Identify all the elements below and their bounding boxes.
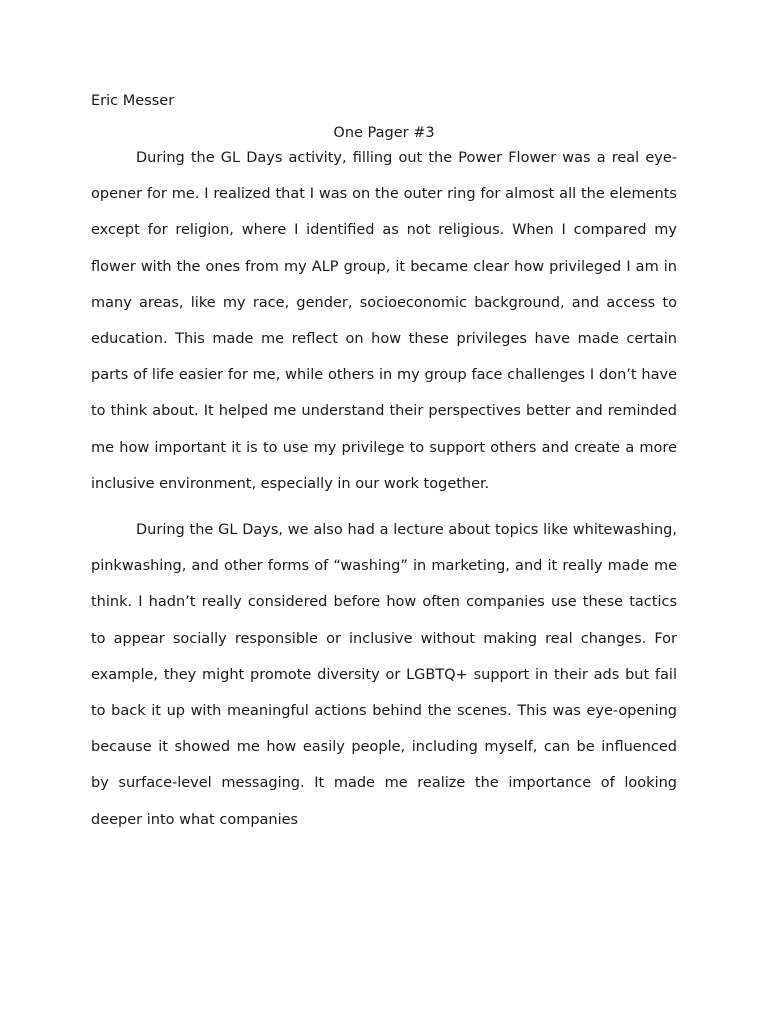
document-title: One Pager #3 — [333, 125, 435, 141]
author-name: Eric Messer — [91, 93, 175, 109]
body-paragraph-2: During the GL Days, we also had a lecture about topics like whitewashing, pinkwashing, and other forms of “washing” in marketing, and it really made me think. I hadn’t really considered before how often companies use these tactics to appear socially responsible or inclusive without making real changes. For example, they might promote diversity or LGBTQ+ support in their ads but fail to back it up with meaningful actions behind the scenes. This was eye-opening because it showed me how easily people, including myself, can be influenced by surface-level messaging. It made me realize the importance of looking deeper into what companies — [91, 522, 677, 828]
body-paragraph-1: During the GL Days activity, filling out the Power Flower was a real eye-opener for me. I realized that I was on the outer ring for almost all the elements except for religion, where I identified as not religious. When I compared my flower with the ones from my ALP group, it became clear how privileged I am in many areas, like my race, gender, socioeconomic background, and access to education. This made me reflect on how these privileges have made certain parts of life easier for me, while others in my group face challenges I don’t have to think about. It helped me understand their perspectives better and reminded me how important it is to use my privilege to support others and create a more inclusive environment, especially in our work together. — [91, 150, 677, 492]
document-page — [91, 90, 677, 838]
